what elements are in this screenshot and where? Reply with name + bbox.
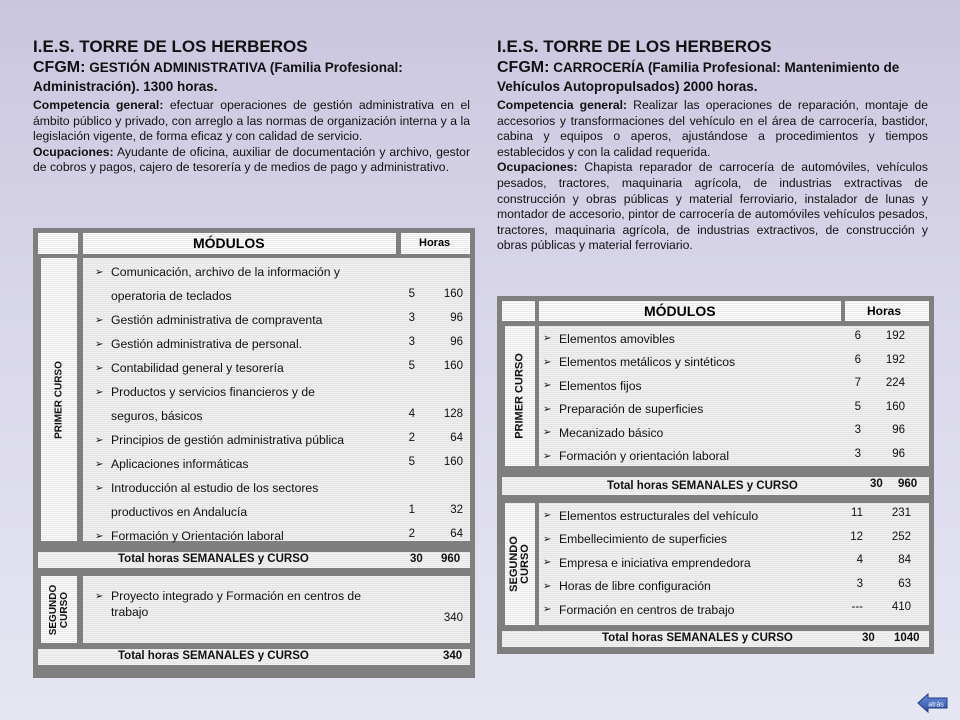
bullet-arrow-icon: ➢ [95, 434, 104, 446]
total-hours: 96 [450, 336, 463, 348]
module-row [95, 332, 302, 356]
right-title: I.E.S. TORRE DE LOS HERBEROS [497, 37, 772, 56]
module-row [543, 504, 758, 528]
module-name: Elementos metálicos y sintéticos [559, 355, 736, 370]
weekly-hours: --- [851, 601, 863, 613]
left-segundo-total [38, 649, 470, 665]
total-hours: 410 [891, 601, 911, 613]
right-header-corner [502, 301, 535, 321]
total-hours: 84 [898, 554, 911, 566]
bullet-arrow-icon: ➢ [543, 557, 552, 569]
bullet-arrow-icon: ➢ [543, 533, 552, 545]
bullet-arrow-icon: ➢ [543, 427, 552, 439]
weekly-hours: 5 [408, 360, 415, 372]
module-name: Formación y Orientación laboral [111, 529, 284, 543]
module-name: Formación y orientación laboral [559, 449, 730, 464]
module-row [95, 356, 284, 380]
left-primer-total-h: 30 [410, 553, 423, 565]
bullet-arrow-icon: ➢ [95, 362, 104, 374]
right-primer-label: PRIMER CURSO [513, 353, 526, 439]
right-segundo-total-h: 30 [862, 632, 875, 644]
right-horas-header-cell [845, 301, 929, 321]
left-segundo-total-t: 340 [443, 650, 463, 662]
weekly-hours: 12 [850, 530, 863, 543]
module-row [95, 524, 284, 548]
bullet-arrow-icon: ➢ [95, 530, 104, 542]
total-hours: 192 [885, 353, 905, 366]
weekly-hours: 3 [408, 336, 415, 348]
right-segundo-total-t: 1040 [894, 632, 920, 644]
right-modules-table [497, 296, 934, 654]
total-hours: 96 [892, 447, 905, 460]
bullet-arrow-icon: ➢ [95, 590, 104, 602]
left-subtitle-rest: GESTIÓN ADMINISTRATIVA (Familia Profesional: Administración). 1300 horas. [33, 60, 403, 94]
right-modulos-header-cell [539, 301, 841, 321]
left-subtitle [33, 58, 470, 96]
bullet-arrow-icon: ➢ [95, 482, 104, 494]
bullet-arrow-icon: ➢ [543, 403, 552, 415]
module-row-continuation [111, 604, 148, 620]
left-competencia-text: efectuar operaciones de gestión administrativa en el ámbito público y privado, con arreglo a las normas de organización interna y a la legislación vigente, de forma eficaz y con calidad de servicio. [33, 98, 470, 144]
bullet-arrow-icon: ➢ [543, 580, 552, 592]
left-modules-table [33, 228, 475, 678]
weekly-hours: 6 [854, 353, 861, 366]
module-name-cont: operatoria de teclados [111, 289, 232, 303]
module-row-continuation [111, 500, 247, 524]
module-name: Proyecto integrado y Formación en centros de [111, 589, 361, 603]
left-primer-total [38, 552, 470, 568]
total-hours: 32 [450, 504, 463, 516]
weekly-hours: 3 [854, 447, 861, 460]
module-name: Contabilidad general y tesorería [111, 361, 284, 375]
left-competencia [33, 98, 470, 145]
left-horas-header-cell [401, 233, 470, 254]
left-segundo-side [41, 576, 77, 643]
right-primer-total-t: 960 [898, 478, 918, 490]
module-row [543, 374, 642, 398]
left-ocupaciones-label: Ocupaciones: [33, 144, 114, 159]
weekly-hours: 3 [408, 312, 415, 324]
module-row [543, 528, 727, 552]
weekly-hours: 1 [408, 504, 415, 516]
right-segundo-label: SEGUNDO CURSO [508, 536, 531, 592]
total-hours: 96 [892, 424, 905, 436]
weekly-hours: 3 [856, 577, 863, 590]
module-row [95, 308, 322, 332]
right-ocupaciones [497, 160, 928, 254]
right-modulos-header: MÓDULOS [644, 303, 716, 319]
bullet-arrow-icon: ➢ [543, 604, 552, 616]
module-name: Elementos estructurales del vehículo [559, 508, 759, 523]
module-name-cont: seguros, básicos [111, 409, 203, 423]
bullet-arrow-icon: ➢ [95, 266, 104, 278]
right-segundo-total [502, 631, 929, 647]
module-name: Empresa e iniciativa emprendedora [559, 555, 751, 570]
total-hours: 192 [885, 330, 905, 342]
module-row [95, 380, 315, 404]
module-row [543, 398, 703, 422]
total-hours: 63 [898, 577, 911, 590]
weekly-hours: 5 [854, 400, 861, 413]
left-primer-total-label: Total horas SEMANALES y CURSO [118, 553, 309, 565]
left-title: I.E.S. TORRE DE LOS HERBEROS [33, 37, 308, 56]
module-row-continuation [111, 284, 232, 308]
module-name: Horas de libre configuración [559, 579, 711, 594]
module-name: Principios de gestión administrativa pública [111, 433, 345, 447]
left-subtitle-prefix: CFGM: [33, 59, 86, 76]
module-name: Aplicaciones informáticas [111, 457, 249, 471]
right-primer-side [505, 326, 535, 466]
weekly-hours: 4 [856, 554, 863, 566]
weekly-hours: 11 [851, 507, 863, 519]
right-competencia-text: Realizar las operaciones de reparación, montaje de accesorios y transformaciones del vehículo en el área de carrocería, bastidor, cabina y equipos o aperos, ajustándose a procedimientos y tiempos establecidos y con la calidad requerida. [497, 98, 928, 159]
total-hours: 128 [443, 408, 463, 420]
weekly-hours: 2 [408, 528, 415, 540]
module-name: Formación en centros de trabajo [559, 602, 735, 617]
left-primer-total-t: 960 [441, 553, 461, 565]
module-row [543, 351, 735, 375]
total-hours: 64 [450, 528, 463, 540]
weekly-hours: 2 [408, 432, 415, 444]
bullet-arrow-icon: ➢ [543, 380, 552, 392]
bullet-arrow-icon: ➢ [543, 356, 552, 368]
bullet-arrow-icon: ➢ [543, 510, 552, 522]
left-header-corner [38, 233, 78, 254]
total-hours: 64 [450, 432, 463, 444]
weekly-hours: 7 [854, 377, 861, 389]
total-hours: 96 [450, 312, 463, 324]
right-primer-total-h: 30 [870, 478, 883, 490]
module-name: Preparación de superficies [559, 402, 704, 417]
module-row [95, 428, 344, 452]
bullet-arrow-icon: ➢ [95, 314, 104, 326]
right-subtitle [497, 58, 928, 96]
weekly-hours: 5 [408, 288, 415, 300]
module-row [95, 588, 361, 604]
right-ocupaciones-text: Chapista reparador de carrocería de automóviles, vehículos pesados, tractores, maquinaria agrícola, de industrias extractivas de construcción y obras públicas y material ferroviario, instalador de lunas y montador de accesorio, pintor de carrocería de automóviles vehículos pesados, tractores, maquinaria agrícola, de industrias extractivos, de construcción y obras públicas y material ferroviario. [497, 160, 928, 253]
module-name: Comunicación, archivo de la información y [111, 265, 340, 279]
right-subtitle-prefix: CFGM: [497, 59, 550, 76]
total-hours: 231 [891, 507, 911, 519]
module-name-cont: trabajo [111, 605, 149, 619]
module-name: Introducción al estudio de los sectores [111, 481, 319, 495]
total-hours: 340 [443, 612, 463, 624]
module-name: Gestión administrativa de personal. [111, 337, 303, 351]
left-horas-header: Horas [419, 237, 451, 249]
right-primer-total [502, 477, 929, 495]
left-competencia-label: Competencia general: [33, 98, 164, 112]
module-row [543, 421, 663, 445]
left-primer-side [41, 258, 77, 541]
total-hours: 160 [443, 288, 463, 300]
bullet-arrow-icon: ➢ [95, 338, 104, 350]
bullet-arrow-icon: ➢ [95, 386, 104, 398]
right-primer-total-label: Total horas SEMANALES y CURSO [607, 480, 798, 492]
total-hours: 160 [885, 400, 905, 413]
module-name: Elementos amovibles [559, 331, 675, 346]
left-ocupaciones [33, 145, 470, 176]
bullet-arrow-icon: ➢ [543, 450, 552, 462]
total-hours: 224 [885, 377, 905, 389]
weekly-hours: 3 [854, 424, 861, 436]
right-subtitle-rest: CARROCERÍA (Familia Profesional: Mantenimiento de Vehículos Autopropulsados) 2000 horas. [497, 60, 900, 94]
right-competencia-label: Competencia general: [497, 98, 628, 112]
weekly-hours: 6 [854, 330, 861, 342]
module-name-cont: productivos en Andalucía [111, 505, 248, 519]
module-row [95, 452, 249, 476]
module-row [95, 260, 340, 284]
right-horas-header: Horas [867, 304, 902, 318]
right-header [497, 37, 928, 254]
weekly-hours: 4 [408, 408, 415, 420]
module-row [543, 445, 729, 469]
back-button[interactable] [917, 692, 949, 714]
module-row-continuation [111, 404, 202, 428]
module-row [543, 551, 751, 575]
total-hours: 252 [891, 530, 911, 543]
return-arrow-icon [917, 692, 949, 714]
module-name: Productos y servicios financieros y de [111, 385, 315, 399]
module-name: Elementos fijos [559, 378, 642, 393]
right-ocupaciones-label: Ocupaciones: [497, 160, 578, 175]
module-row [543, 598, 734, 622]
left-segundo-total-label: Total horas SEMANALES y CURSO [118, 650, 309, 662]
module-row [543, 575, 711, 599]
bullet-arrow-icon: ➢ [543, 333, 552, 345]
left-header [33, 37, 470, 176]
module-row [95, 476, 318, 500]
left-ocupaciones-text: Ayudante de oficina, auxiliar de documentación y archivo, gestor de cobros y pagos, cajero de tesorería y de medios de pago y administrativo. [33, 144, 470, 175]
module-row [543, 327, 675, 351]
total-hours: 160 [443, 456, 463, 468]
left-modulos-header-cell [83, 233, 396, 254]
left-modulos-header: MÓDULOS [193, 235, 265, 251]
module-name: Embellecimiento de superficies [559, 532, 727, 547]
left-primer-label: PRIMER CURSO [53, 360, 65, 439]
right-segundo-side [505, 503, 535, 625]
left-segundo-label: SEGUNDO CURSO [48, 584, 70, 635]
right-segundo-total-label: Total horas SEMANALES y CURSO [602, 632, 793, 644]
right-competencia [497, 98, 928, 160]
back-label: atrás [928, 701, 944, 709]
module-name: Mecanizado básico [559, 425, 664, 440]
bullet-arrow-icon: ➢ [95, 458, 104, 470]
module-name: Gestión administrativa de compraventa [111, 313, 323, 327]
total-hours: 160 [443, 360, 463, 372]
weekly-hours: 5 [408, 456, 415, 468]
